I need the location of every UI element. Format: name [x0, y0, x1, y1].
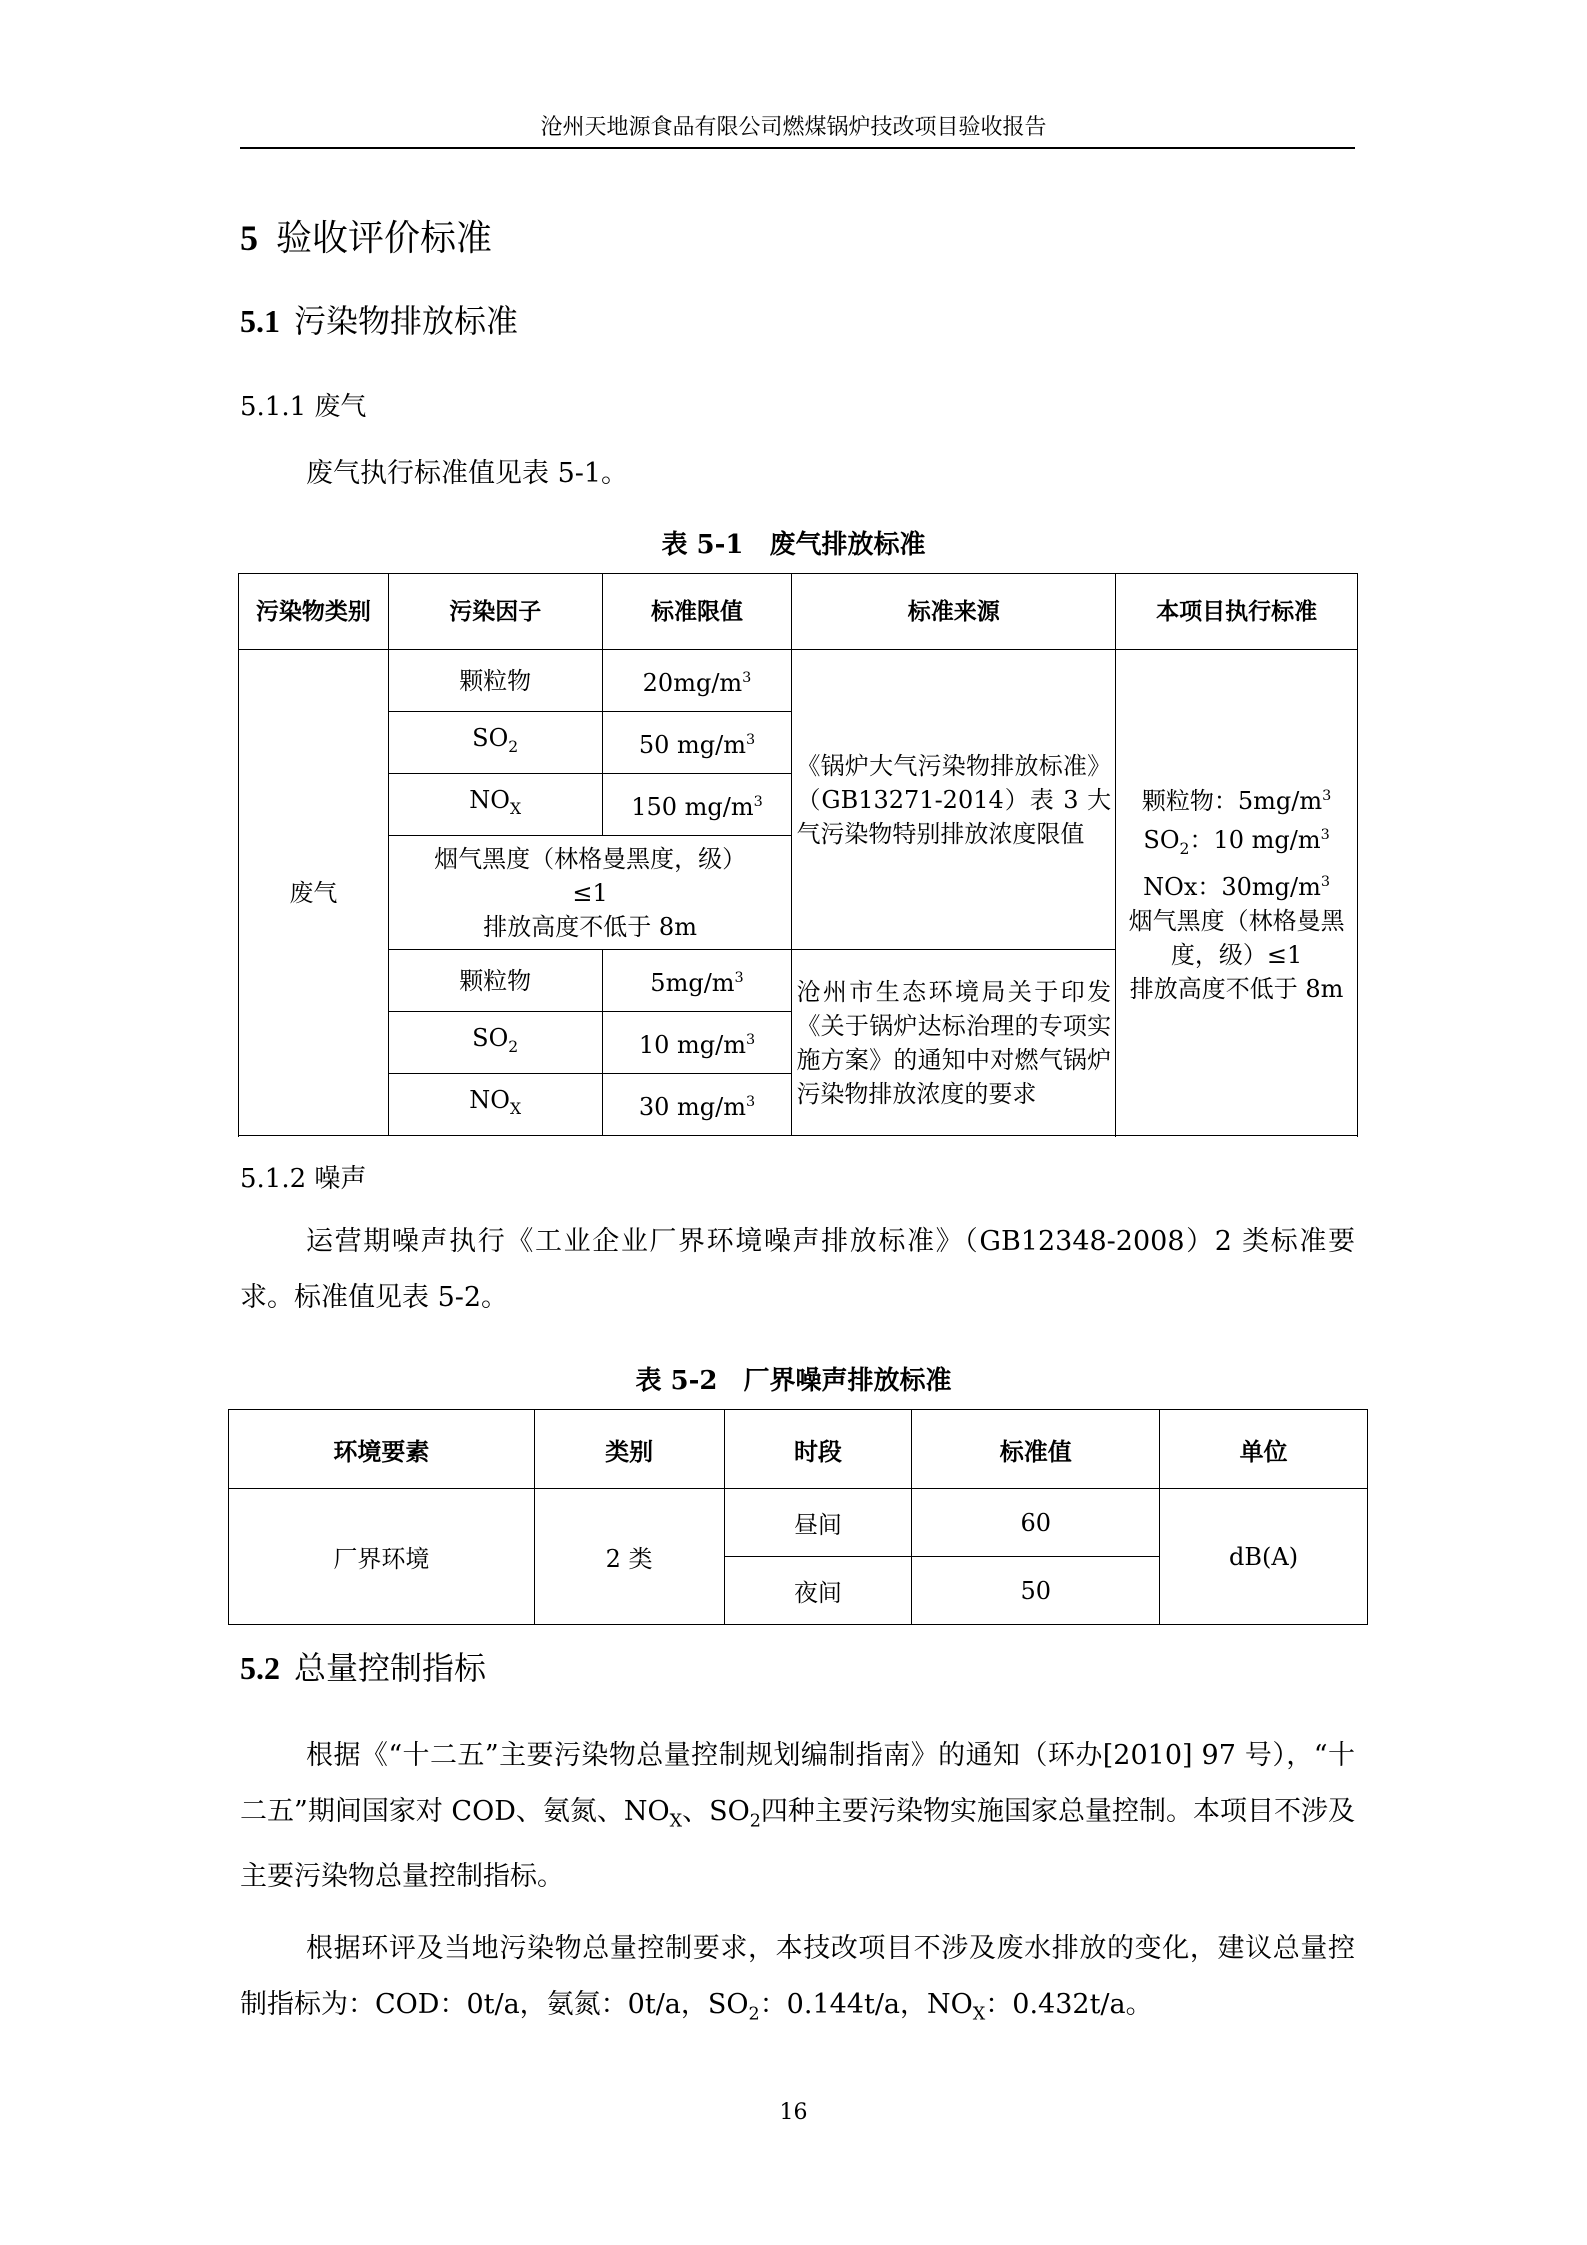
factor-cell: 颗粒物: [388, 650, 602, 712]
section-title: 验收评价标准: [276, 218, 493, 259]
header-source: 标准来源: [792, 574, 1116, 650]
factor-cell: $SO_2$: [388, 712, 602, 774]
header-category: 类别: [534, 1410, 724, 1489]
page-number: 16: [779, 2100, 808, 2125]
category-cell: 2 类: [534, 1489, 724, 1625]
section-title: 总量控制指标: [294, 1649, 487, 1687]
subsection-heading-5-1-1: 5.1.1 废气: [240, 392, 367, 422]
header-project-standard: 本项目执行标准: [1116, 574, 1358, 650]
section-title: 污染物排放标准: [294, 302, 519, 340]
section-heading-5-2: [240, 1643, 486, 1689]
section-heading-5-1: [240, 296, 518, 342]
gas-emission-standard-table: [238, 573, 1358, 1136]
paragraph-noise-standard: 运营期噪声执行《工业企业厂界环境噪声排放标准》（GB12348-2008）2 类标准要求。标准值见表 5-2。: [240, 1226, 1355, 1313]
limit-cell: 150 $mg/m^3$: [602, 774, 792, 836]
header-category: 污染物类别: [239, 574, 389, 650]
project-standard-cell: [1116, 650, 1358, 1136]
header-element: 环境要素: [229, 1410, 535, 1489]
value-cell: 60: [912, 1489, 1160, 1557]
section-heading-5: [240, 210, 492, 261]
header-period: 时段: [724, 1410, 912, 1489]
element-cell: 厂界环境: [229, 1489, 535, 1625]
table-5-1-caption: 表 5-1 废气排放标准: [661, 530, 926, 560]
limit-cell: $20mg/m^3$: [602, 650, 792, 712]
limit-cell: 30 $mg/m^3$: [602, 1074, 792, 1136]
project-std-pm: 颗粒物：$5mg/m^3$: [1141, 786, 1332, 815]
project-std-so2: $SO_2$：10 $mg/m^3$: [1143, 825, 1330, 858]
limit-cell: 10 $mg/m^3$: [602, 1012, 792, 1074]
source-cell-cangzhou: 沧州市生态环境局关于印发《关于锅炉达标治理的专项实施方案》的通知中对燃气锅炉污染物排放浓度的要求: [792, 950, 1116, 1136]
project-std-height: 排放高度不低于 8m: [1129, 975, 1344, 1004]
project-std-smoke: 烟气黑度（林格曼黑度，级）≤1: [1128, 907, 1345, 970]
header-limit: 标准限值: [602, 574, 792, 650]
table-header-row: [229, 1410, 1368, 1489]
limit-cell: $5mg/m^3$: [602, 950, 792, 1012]
factor-cell: $NO_X$: [388, 774, 602, 836]
limit-cell: 50 $mg/m^3$: [602, 712, 792, 774]
value-cell: 50: [912, 1557, 1160, 1625]
source-cell-gb13271: 《锅炉大气污染物排放标准》（GB13271-2014）表 3 大气污染物特别排放浓度限值: [792, 650, 1116, 950]
smoke-height-cell: 烟气黑度（林格曼黑度，级） ≤1 排放高度不低于 8m: [388, 836, 792, 950]
factor-cell: 颗粒物: [388, 950, 602, 1012]
section-number: 5: [240, 218, 258, 258]
header-factor: 污染因子: [388, 574, 602, 650]
table-row: [229, 1489, 1368, 1557]
table-header-row: [239, 574, 1358, 650]
factor-cell: $NO_X$: [388, 1074, 602, 1136]
unit-cell: dB(A): [1160, 1489, 1368, 1625]
period-cell: 夜间: [724, 1557, 912, 1625]
header-value: 标准值: [912, 1410, 1160, 1489]
paragraph-gas-intro: 废气执行标准值见表 5-1。: [306, 458, 629, 489]
noise-standard-table: [228, 1409, 1368, 1625]
section-number: 5.2: [240, 1650, 280, 1686]
page-header-title: 沧州天地源食品有限公司燃煤锅炉技改项目验收报告: [540, 115, 1047, 140]
table-5-2-caption: 表 5-2 厂界噪声排放标准: [635, 1366, 952, 1396]
factor-cell: $SO_2$: [388, 1012, 602, 1074]
subsection-heading-5-1-2: 5.1.2 噪声: [240, 1164, 367, 1194]
table-row: [239, 650, 1358, 712]
period-cell: 昼间: [724, 1489, 912, 1557]
category-cell: 废气: [239, 650, 389, 1136]
header-unit: 单位: [1160, 1410, 1368, 1489]
section-number: 5.1: [240, 303, 280, 339]
project-std-nox: NOx：$30mg/m^3$: [1143, 873, 1331, 902]
header-divider: [240, 147, 1355, 149]
paragraph-total-control-1: 根据《“十二五”主要污染物总量控制规划编制指南》的通知（环办[2010] 97 号），“十二五”期间国家对 COD、氨氮、$NO_X$、$SO_2$四种主要污染物实施国家总量控制。本项目不涉及主要污染物总量控制指标。: [240, 1740, 1355, 1893]
paragraph-total-control-2: 根据环评及当地污染物总量控制要求，本技改项目不涉及废水排放的变化，建议总量控制指标为：COD：0t/a，氨氮：0t/a，$SO_2$：0.144t/a，$NO_X$：0.432t/a。: [240, 1933, 1355, 2025]
